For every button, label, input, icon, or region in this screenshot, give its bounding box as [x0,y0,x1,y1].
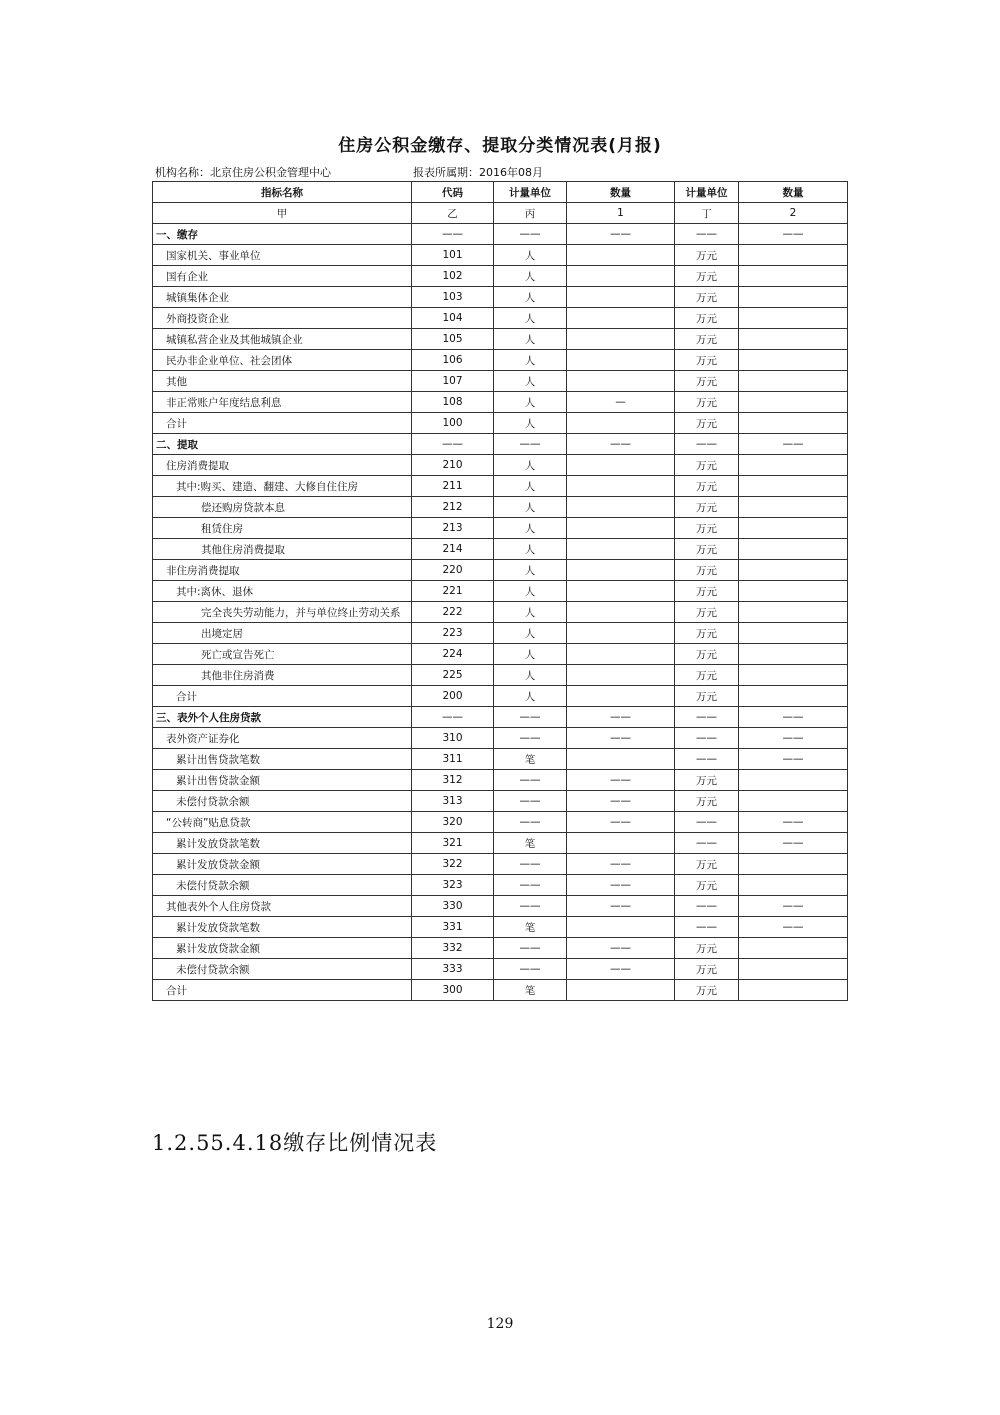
table-row [153,707,848,728]
row-quantity-1 [567,266,675,287]
table-row [153,644,848,665]
row-indicator-name: 完全丧失劳动能力，并与单位终止劳动关系 [153,602,412,623]
row-unit-1: —— [494,896,567,917]
row-indicator-name: 非正常账户年度结息利息 [153,392,412,413]
row-code: 323 [412,875,494,896]
row-code: 320 [412,812,494,833]
row-quantity-2 [739,791,848,812]
row-unit-1: 人 [494,455,567,476]
row-quantity-2 [739,497,848,518]
row-quantity-2 [739,266,848,287]
row-unit-1: 人 [494,602,567,623]
row-code: 225 [412,665,494,686]
row-quantity-2 [739,287,848,308]
row-code: 103 [412,287,494,308]
row-quantity-1 [567,413,675,434]
row-quantity-1 [567,623,675,644]
row-unit-1: 人 [494,560,567,581]
row-code: 105 [412,329,494,350]
row-quantity-1 [567,308,675,329]
row-unit-2: 万元 [675,875,739,896]
row-unit-1: 人 [494,623,567,644]
table-row [153,434,848,455]
row-code: 214 [412,539,494,560]
header-quantity-2: 数量 [739,182,848,203]
row-unit-2: 万元 [675,623,739,644]
row-quantity-1: —— [567,896,675,917]
report-table [152,181,848,1001]
row-code: 222 [412,602,494,623]
table-row [153,245,848,266]
table-row [153,497,848,518]
table-row [153,665,848,686]
row-unit-2: —— [675,224,739,245]
row-quantity-1: —— [567,728,675,749]
row-code: 311 [412,749,494,770]
row-unit-2: 万元 [675,539,739,560]
row-unit-1: 笔 [494,749,567,770]
row-code: 333 [412,959,494,980]
table-row [153,938,848,959]
row-indicator-name: 城镇集体企业 [153,287,412,308]
row-unit-2: —— [675,812,739,833]
row-unit-1: —— [494,938,567,959]
row-indicator-name: 累计出售贷款金额 [153,770,412,791]
row-unit-1: —— [494,959,567,980]
row-indicator-name: 其他非住房消费 [153,665,412,686]
row-code: 220 [412,560,494,581]
row-quantity-1: —— [567,434,675,455]
table-row [153,560,848,581]
row-indicator-name: 其他住房消费提取 [153,539,412,560]
row-unit-2: 万元 [675,497,739,518]
row-quantity-2 [739,623,848,644]
header-unit-1: 计量单位 [494,182,567,203]
row-quantity-2 [739,854,848,875]
row-unit-2: 万元 [675,602,739,623]
row-unit-1: 人 [494,329,567,350]
row-code: 221 [412,581,494,602]
row-code: 104 [412,308,494,329]
report-period-label: 报表所属期：2016年08月 [413,166,543,179]
table-row [153,455,848,476]
row-indicator-name: 国家机关、事业单位 [153,245,412,266]
row-unit-1: 人 [494,413,567,434]
row-unit-2: —— [675,833,739,854]
row-quantity-1 [567,917,675,938]
row-quantity-2: —— [739,434,848,455]
row-indicator-name: 表外资产证券化 [153,728,412,749]
row-code: 211 [412,476,494,497]
page-number: 129 [486,1316,514,1332]
row-unit-2: 万元 [675,770,739,791]
table-row [153,602,848,623]
row-indicator-name: 二、提取 [153,434,412,455]
row-quantity-1 [567,245,675,266]
table-row [153,224,848,245]
row-quantity-2 [739,329,848,350]
row-indicator-name: 死亡或宣告死亡 [153,644,412,665]
row-unit-2: 万元 [675,791,739,812]
row-quantity-1: —— [567,791,675,812]
row-indicator-name: 累计出售贷款笔数 [153,749,412,770]
table-row [153,392,848,413]
row-quantity-2 [739,644,848,665]
row-unit-2: —— [675,749,739,770]
header-indicator-name: 指标名称 [153,182,412,203]
row-quantity-2: —— [739,896,848,917]
row-quantity-2 [739,938,848,959]
row-code: 330 [412,896,494,917]
row-unit-1: 人 [494,350,567,371]
row-indicator-name: 其他表外个人住房贷款 [153,896,412,917]
header-code: 代码 [412,182,494,203]
row-unit-1: 人 [494,371,567,392]
table-row [153,539,848,560]
row-unit-2: 万元 [675,266,739,287]
subheader-cell: 乙 [412,203,494,224]
row-quantity-1 [567,644,675,665]
row-quantity-2 [739,560,848,581]
row-unit-2: 万元 [675,980,739,1001]
row-quantity-1 [567,581,675,602]
row-unit-2: 万元 [675,329,739,350]
row-quantity-2: —— [739,812,848,833]
row-unit-2: 万元 [675,644,739,665]
table-row [153,581,848,602]
row-unit-2: 万元 [675,350,739,371]
row-unit-2: —— [675,917,739,938]
row-unit-1: 人 [494,392,567,413]
row-unit-1: 人 [494,287,567,308]
row-code: 107 [412,371,494,392]
row-indicator-name: “公转商”贴息贷款 [153,812,412,833]
row-unit-2: 万元 [675,959,739,980]
row-unit-2: 万元 [675,476,739,497]
row-code: —— [412,224,494,245]
row-quantity-1 [567,350,675,371]
row-unit-2: 万元 [675,518,739,539]
subheader-cell: 丙 [494,203,567,224]
row-quantity-2 [739,602,848,623]
row-quantity-1 [567,455,675,476]
table-row [153,749,848,770]
row-quantity-1: —— [567,875,675,896]
table-row [153,686,848,707]
subheader-cell: 2 [739,203,848,224]
row-unit-1: —— [494,875,567,896]
report-title: 住房公积金缴存、提取分类情况表(月报) [338,136,662,156]
row-indicator-name: 合计 [153,686,412,707]
row-quantity-2 [739,350,848,371]
row-quantity-2 [739,308,848,329]
row-quantity-1: — [567,392,675,413]
row-quantity-1 [567,749,675,770]
row-quantity-1: —— [567,938,675,959]
table-header-row [153,182,848,203]
row-unit-1: 笔 [494,833,567,854]
row-unit-2: 万元 [675,245,739,266]
row-quantity-1 [567,833,675,854]
row-indicator-name: 国有企业 [153,266,412,287]
row-indicator-name: 累计发放贷款笔数 [153,833,412,854]
row-unit-1: 人 [494,686,567,707]
row-unit-1: 人 [494,497,567,518]
table-row [153,770,848,791]
table-row [153,413,848,434]
row-code: 102 [412,266,494,287]
table-row [153,623,848,644]
row-quantity-2 [739,665,848,686]
row-code: 332 [412,938,494,959]
row-quantity-2 [739,392,848,413]
row-indicator-name: 外商投资企业 [153,308,412,329]
row-quantity-2 [739,476,848,497]
row-quantity-1: —— [567,812,675,833]
row-unit-1: 人 [494,518,567,539]
row-code: 210 [412,455,494,476]
row-indicator-name: 累计发放贷款笔数 [153,917,412,938]
row-quantity-2: —— [739,707,848,728]
row-quantity-1 [567,602,675,623]
table-row [153,875,848,896]
row-quantity-1 [567,539,675,560]
row-indicator-name: 未偿付贷款余额 [153,791,412,812]
row-unit-2: 万元 [675,308,739,329]
row-unit-2: —— [675,896,739,917]
table-row [153,728,848,749]
row-unit-2: 万元 [675,581,739,602]
table-row [153,980,848,1001]
row-quantity-2: —— [739,224,848,245]
row-quantity-2: —— [739,749,848,770]
row-quantity-2 [739,518,848,539]
row-quantity-1: —— [567,959,675,980]
row-unit-2: 万元 [675,392,739,413]
row-quantity-1: —— [567,224,675,245]
row-indicator-name: 累计发放贷款金额 [153,854,412,875]
row-quantity-2 [739,413,848,434]
row-unit-1: —— [494,770,567,791]
table-row [153,329,848,350]
row-quantity-2: —— [739,917,848,938]
row-code: 312 [412,770,494,791]
header-unit-2: 计量单位 [675,182,739,203]
row-code: 310 [412,728,494,749]
row-unit-2: —— [675,728,739,749]
row-quantity-1: —— [567,854,675,875]
table-row [153,833,848,854]
row-unit-1: —— [494,707,567,728]
row-indicator-name: 民办非企业单位、社会团体 [153,350,412,371]
row-code: 322 [412,854,494,875]
table-row [153,350,848,371]
row-indicator-name: 未偿付贷款余额 [153,959,412,980]
row-unit-1: 人 [494,581,567,602]
subheader-cell: 1 [567,203,675,224]
row-indicator-name: 其他 [153,371,412,392]
row-quantity-2 [739,959,848,980]
row-quantity-1 [567,476,675,497]
row-quantity-1 [567,518,675,539]
row-indicator-name: 城镇私营企业及其他城镇企业 [153,329,412,350]
row-quantity-2 [739,371,848,392]
row-unit-1: —— [494,791,567,812]
table-row [153,287,848,308]
row-quantity-1 [567,287,675,308]
row-code: 106 [412,350,494,371]
row-code: —— [412,707,494,728]
table-row [153,266,848,287]
row-indicator-name: 合计 [153,413,412,434]
row-unit-2: 万元 [675,854,739,875]
row-quantity-1: —— [567,707,675,728]
row-unit-2: —— [675,434,739,455]
row-quantity-1 [567,371,675,392]
row-code: 313 [412,791,494,812]
organization-label: 机构名称：北京住房公积金管理中心 [155,166,331,179]
row-code: 200 [412,686,494,707]
header-quantity-1: 数量 [567,182,675,203]
row-quantity-2 [739,980,848,1001]
row-quantity-2 [739,770,848,791]
table-row [153,917,848,938]
row-unit-2: 万元 [675,413,739,434]
table-row [153,308,848,329]
row-code: 224 [412,644,494,665]
row-code: 101 [412,245,494,266]
row-quantity-1 [567,497,675,518]
table-row [153,959,848,980]
row-indicator-name: 非住房消费提取 [153,560,412,581]
row-unit-2: 万元 [675,287,739,308]
row-unit-1: 人 [494,539,567,560]
row-unit-2: 万元 [675,665,739,686]
row-indicator-name: 其中:离休、退休 [153,581,412,602]
row-unit-2: 万元 [675,686,739,707]
table-row [153,896,848,917]
row-code: 213 [412,518,494,539]
row-quantity-1: —— [567,770,675,791]
row-quantity-1 [567,329,675,350]
row-quantity-2 [739,455,848,476]
row-quantity-2 [739,686,848,707]
row-quantity-1 [567,980,675,1001]
row-quantity-1 [567,665,675,686]
row-indicator-name: 出境定居 [153,623,412,644]
row-unit-1: —— [494,434,567,455]
row-code: —— [412,434,494,455]
row-indicator-name: 累计发放贷款金额 [153,938,412,959]
row-unit-2: —— [675,707,739,728]
table-subheader-row [153,203,848,224]
subheader-cell: 丁 [675,203,739,224]
row-unit-2: 万元 [675,938,739,959]
row-unit-1: 人 [494,266,567,287]
row-quantity-2: —— [739,833,848,854]
row-code: 331 [412,917,494,938]
row-unit-1: 人 [494,665,567,686]
row-indicator-name: 合计 [153,980,412,1001]
row-unit-1: 人 [494,308,567,329]
row-unit-2: 万元 [675,371,739,392]
section-heading: 1.2.55.4.18缴存比例情况表 [152,1131,438,1155]
row-code: 223 [412,623,494,644]
row-quantity-2 [739,245,848,266]
row-code: 300 [412,980,494,1001]
row-quantity-2 [739,539,848,560]
table-row [153,791,848,812]
row-indicator-name: 偿还购房贷款本息 [153,497,412,518]
table-row [153,371,848,392]
row-unit-1: 人 [494,476,567,497]
row-indicator-name: 租赁住房 [153,518,412,539]
table-row [153,854,848,875]
subheader-cell: 甲 [153,203,412,224]
row-quantity-2 [739,581,848,602]
row-unit-1: —— [494,854,567,875]
row-quantity-2 [739,875,848,896]
row-unit-1: —— [494,812,567,833]
table-row [153,476,848,497]
row-code: 108 [412,392,494,413]
row-indicator-name: 其中:购买、建造、翻建、大修自住住房 [153,476,412,497]
row-indicator-name: 住房消费提取 [153,455,412,476]
row-unit-1: 笔 [494,917,567,938]
row-indicator-name: 三、表外个人住房贷款 [153,707,412,728]
row-code: 212 [412,497,494,518]
row-indicator-name: 未偿付贷款余额 [153,875,412,896]
row-unit-1: —— [494,728,567,749]
row-quantity-1 [567,560,675,581]
row-unit-1: 人 [494,245,567,266]
row-code: 100 [412,413,494,434]
row-quantity-1 [567,686,675,707]
row-unit-1: 笔 [494,980,567,1001]
table-row [153,812,848,833]
row-unit-1: —— [494,224,567,245]
row-unit-2: 万元 [675,455,739,476]
row-quantity-2: —— [739,728,848,749]
row-unit-2: 万元 [675,560,739,581]
row-indicator-name: 一、缴存 [153,224,412,245]
table-row [153,518,848,539]
row-code: 321 [412,833,494,854]
row-unit-1: 人 [494,644,567,665]
